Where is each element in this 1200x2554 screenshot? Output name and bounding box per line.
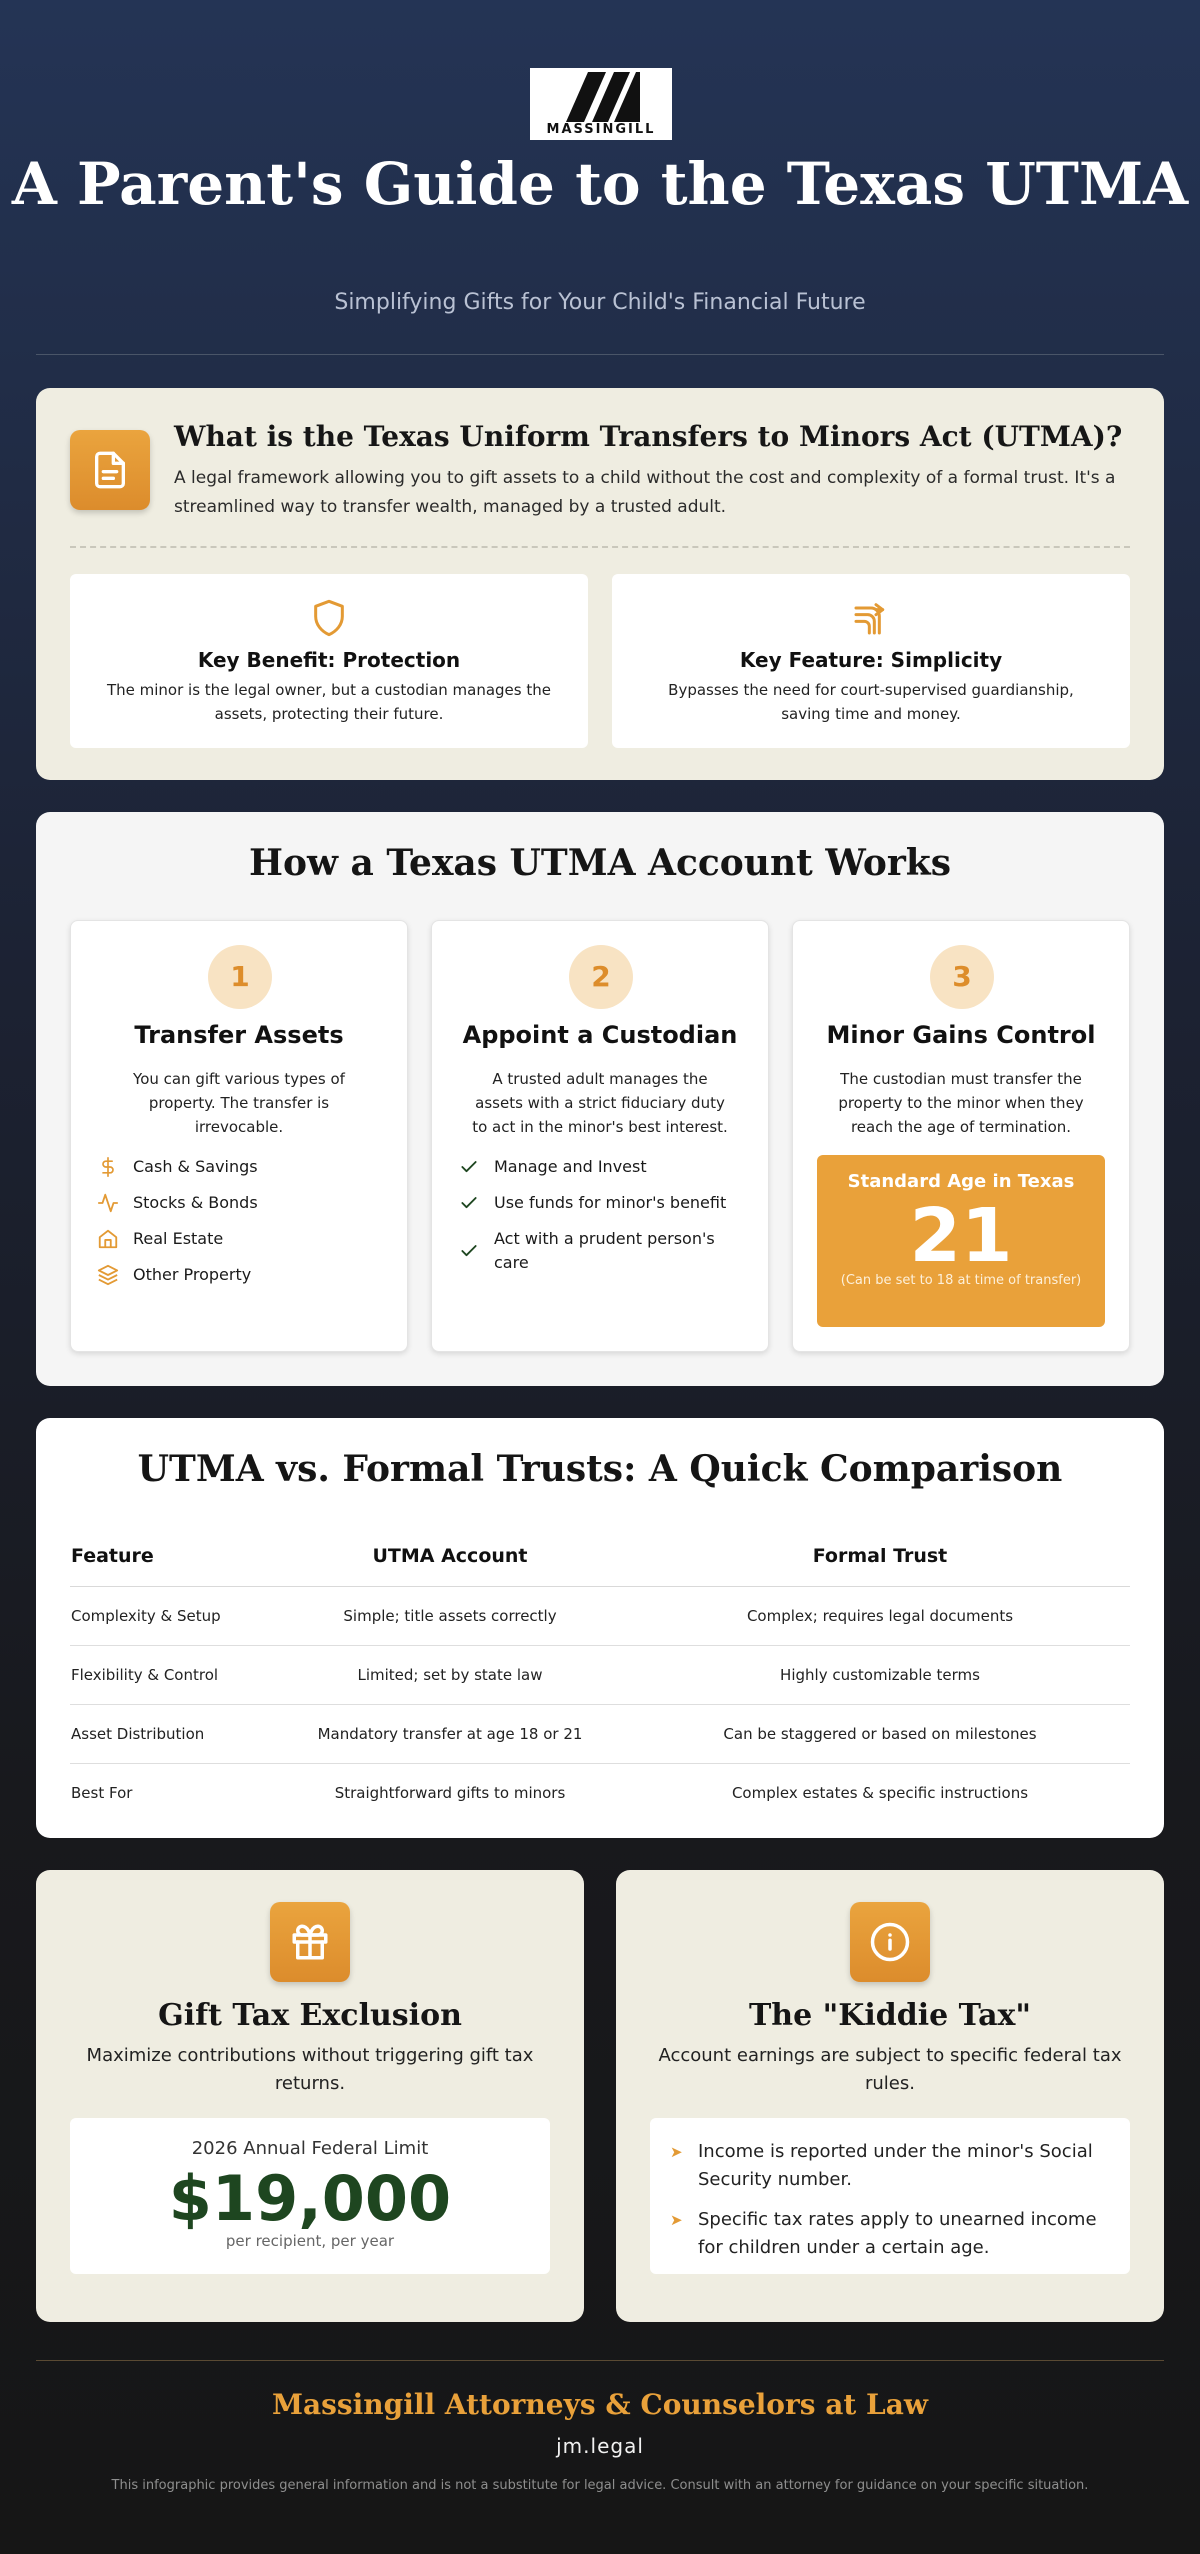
check-icon bbox=[456, 1155, 482, 1179]
table-cell: Mandatory transfer at age 18 or 21 bbox=[270, 1705, 630, 1764]
website-link[interactable]: jm.legal bbox=[556, 2434, 644, 2458]
list-item-label: Income is reported under the minor's Social Security number. bbox=[698, 2141, 1093, 2190]
step-title: Transfer Assets bbox=[134, 1021, 344, 1049]
list-item bbox=[95, 1155, 387, 1179]
step-card-appoint-custodian bbox=[431, 920, 769, 1352]
header bbox=[2, 2, 1198, 356]
gift-icon bbox=[270, 1902, 350, 1982]
benefit-text: The minor is the legal owner, but a custodian manages the assets, protecting their future. bbox=[106, 681, 551, 723]
table-cell: Complexity & Setup bbox=[70, 1587, 270, 1646]
list-item bbox=[670, 2206, 1110, 2262]
column-header: Feature bbox=[70, 1526, 270, 1587]
info-icon bbox=[850, 1902, 930, 1982]
arrow-icon: ➤ bbox=[670, 2143, 683, 2161]
legal-disclaimer: This infographic provides general information and is not a substitute for legal advice. Consult with an attorney for guidance on your specific situation. bbox=[111, 2478, 1089, 2493]
age-value: 21 bbox=[909, 1193, 1013, 1279]
benefit-title: Key Benefit: Protection bbox=[197, 648, 461, 672]
dashed-divider bbox=[70, 546, 1130, 548]
age-label: Standard Age in Texas bbox=[847, 1171, 1075, 1192]
asset-type-list bbox=[95, 1155, 387, 1299]
table-cell: Complex estates & specific instructions bbox=[731, 1784, 1029, 1802]
gift-tax-card bbox=[36, 1870, 584, 2322]
step-number: 2 bbox=[569, 945, 633, 1009]
how-it-works-card bbox=[36, 812, 1164, 1386]
intro-title: What is the Texas Uniform Transfers to Minors Act (UTMA)? bbox=[174, 420, 1123, 453]
table-row bbox=[70, 1705, 1130, 1764]
activity-icon bbox=[95, 1191, 121, 1215]
step-title: Appoint a Custodian bbox=[462, 1021, 738, 1049]
step-text: You can gift various types of property. The transfer is irrevocable. bbox=[133, 1070, 345, 1136]
list-item bbox=[95, 1191, 387, 1215]
column-header: Formal Trust bbox=[630, 1526, 1130, 1587]
step-card-minor-gains-control bbox=[792, 920, 1130, 1352]
comparison-card bbox=[36, 1418, 1164, 1838]
comparison-title: UTMA vs. Formal Trusts: A Quick Comparison bbox=[137, 1448, 1063, 1490]
logo-text: MASSINGILL bbox=[546, 122, 656, 137]
list-item bbox=[456, 1191, 748, 1215]
firm-name: Massingill Attorneys & Counselors at Law bbox=[272, 2388, 928, 2421]
benefit-title: Key Feature: Simplicity bbox=[739, 648, 1003, 672]
list-item-label: Act with a prudent person's care bbox=[494, 1229, 715, 1272]
list-item-label: Real Estate bbox=[133, 1229, 224, 1248]
age-note: (Can be set to 18 at time of transfer) bbox=[840, 1273, 1082, 1288]
intro-description: A legal framework allowing you to gift assets to a child without the cost and complexity of a formal trust. It's a streamlined way to transfer wealth, managed by a trusted adult. bbox=[174, 468, 1116, 517]
gift-tax-description: Maximize contributions without triggering gift tax returns. bbox=[86, 2045, 534, 2094]
list-item-label: Cash & Savings bbox=[133, 1157, 258, 1176]
layers-icon bbox=[95, 1263, 121, 1287]
comparison-table bbox=[70, 1526, 1130, 1822]
limit-value: $19,000 bbox=[168, 2162, 452, 2235]
list-item bbox=[456, 1227, 748, 1275]
benefit-text: Bypasses the need for court-supervised guardianship, saving time and money. bbox=[668, 681, 1074, 723]
list-item-label: Manage and Invest bbox=[494, 1157, 647, 1176]
list-item bbox=[95, 1263, 387, 1287]
infographic bbox=[2, 2, 1198, 2552]
step-text: The custodian must transfer the property to the minor when they reach the age of termination. bbox=[838, 1070, 1084, 1136]
table-cell: Can be staggered or based on milestones bbox=[630, 1705, 1130, 1764]
list-item bbox=[670, 2138, 1110, 2194]
step-text: A trusted adult manages the assets with a strict fiduciary duty to act in the minor's best interest. bbox=[472, 1070, 728, 1136]
logo-mark-icon bbox=[530, 68, 672, 124]
header-divider bbox=[36, 354, 1164, 355]
utma-intro-card bbox=[36, 388, 1164, 780]
limit-label: 2026 Annual Federal Limit bbox=[191, 2138, 429, 2159]
table-row bbox=[70, 1764, 1130, 1823]
limit-note: per recipient, per year bbox=[225, 2232, 395, 2250]
column-header: UTMA Account bbox=[270, 1526, 630, 1587]
table-row bbox=[70, 1646, 1130, 1705]
table-cell: Flexibility & Control bbox=[70, 1646, 270, 1705]
table-cell: Highly customizable terms bbox=[630, 1646, 1130, 1705]
termination-age-box bbox=[817, 1155, 1105, 1327]
how-title: How a Texas UTMA Account Works bbox=[248, 842, 952, 884]
list-item-label: Specific tax rates apply to unearned income for children under a certain age. bbox=[698, 2209, 1097, 2258]
dollar-icon bbox=[95, 1155, 121, 1179]
signpost-icon bbox=[612, 598, 1130, 638]
step-number: 1 bbox=[208, 945, 272, 1009]
table-cell: Limited; set by state law bbox=[270, 1646, 630, 1705]
table-cell: Best For bbox=[71, 1784, 133, 1802]
footer-divider bbox=[36, 2360, 1164, 2361]
kiddie-tax-description: Account earnings are subject to specific federal tax rules. bbox=[658, 2045, 1122, 2094]
table-cell: Simple; title assets correctly bbox=[270, 1587, 630, 1646]
kiddie-tax-points-box bbox=[650, 2118, 1130, 2274]
list-item-label: Use funds for minor's benefit bbox=[494, 1193, 727, 1212]
table-header-row bbox=[70, 1526, 1130, 1587]
table-cell: Complex; requires legal documents bbox=[630, 1587, 1130, 1646]
gift-limit-box bbox=[70, 2118, 550, 2274]
table-cell: Straightforward gifts to minors bbox=[334, 1784, 566, 1802]
page-title: A Parent's Guide to the Texas UTMA bbox=[11, 150, 1189, 218]
step-card-transfer-assets bbox=[70, 920, 408, 1352]
kiddie-tax-points bbox=[670, 2138, 1110, 2274]
arrow-icon: ➤ bbox=[670, 2211, 683, 2229]
kiddie-tax-title: The "Kiddie Tax" bbox=[748, 1998, 1032, 2033]
list-item-label: Other Property bbox=[133, 1265, 252, 1284]
check-icon bbox=[456, 1227, 482, 1275]
step-title: Minor Gains Control bbox=[826, 1021, 1096, 1049]
check-icon bbox=[456, 1191, 482, 1215]
step-number: 3 bbox=[930, 945, 994, 1009]
list-item-label: Stocks & Bonds bbox=[133, 1193, 258, 1212]
benefit-card-protection bbox=[70, 574, 588, 748]
home-icon bbox=[95, 1227, 121, 1251]
page-subtitle: Simplifying Gifts for Your Child's Financial Future bbox=[334, 290, 866, 315]
shield-icon bbox=[70, 598, 588, 638]
benefit-card-simplicity bbox=[612, 574, 1130, 748]
list-item bbox=[95, 1227, 387, 1251]
table-cell: Asset Distribution bbox=[70, 1705, 270, 1764]
custodian-duty-list bbox=[456, 1155, 748, 1287]
gift-tax-title: Gift Tax Exclusion bbox=[158, 1998, 462, 2033]
document-icon bbox=[70, 430, 150, 510]
table-row bbox=[70, 1587, 1130, 1646]
massingill-logo bbox=[530, 68, 672, 140]
kiddie-tax-card bbox=[616, 1870, 1164, 2322]
list-item bbox=[456, 1155, 748, 1179]
